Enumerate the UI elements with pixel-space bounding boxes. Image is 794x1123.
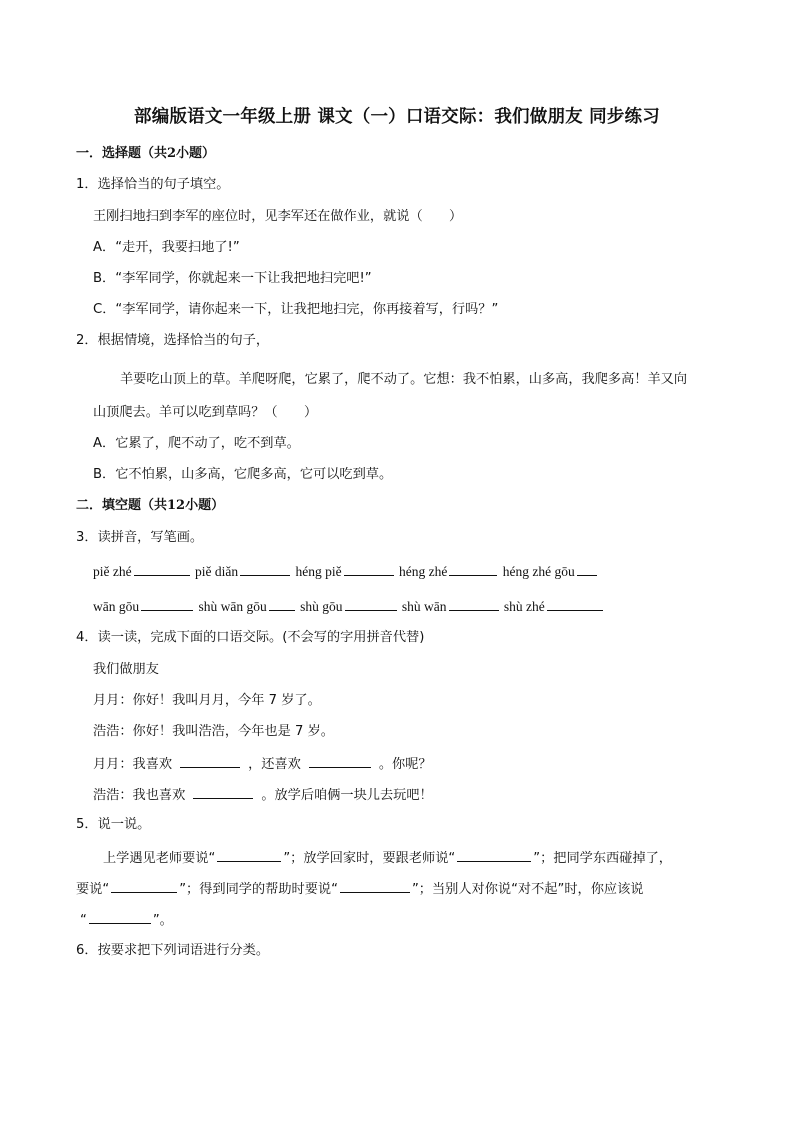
prompt-text: ”；当别人对你说“对不起”时，你应该说 (411, 882, 644, 897)
dialogue-line-3 (93, 753, 432, 775)
answer-blank[interactable] (309, 753, 371, 768)
pinyin-row-1 (93, 561, 599, 582)
question-2-stem: 2．根据情境，选择恰当的句子， (76, 333, 270, 348)
section-heading-choice: 一．选择题（共2小题） (76, 146, 216, 161)
pinyin-label: shù gōu (300, 599, 343, 614)
question-5-line-2 (76, 878, 643, 900)
answer-blank[interactable] (547, 596, 603, 611)
prompt-text: 要说“ (76, 882, 110, 897)
pinyin-label: héng piě (295, 564, 342, 579)
page-title: 部编版语文一年级上册 课文（一）口语交际：我们做朋友 同步练习 (134, 107, 660, 127)
answer-blank[interactable] (111, 878, 177, 893)
question-1-option-a: A．“走开，我要扫地了!” (93, 240, 240, 255)
dialogue-text: 。你呢？ (378, 757, 432, 772)
dialogue-line-1: 月月：你好！我叫月月，今年 7 岁了。 (93, 693, 321, 708)
answer-blank[interactable] (217, 847, 281, 862)
pinyin-label: piě zhé (93, 564, 132, 579)
question-4-heading: 我们做朋友 (93, 662, 159, 677)
prompt-text: ”；得到同学的帮助时要说“ (179, 882, 338, 897)
question-2-option-a: A．它累了，爬不动了，吃不到草。 (93, 436, 300, 451)
answer-blank[interactable] (577, 561, 597, 576)
pinyin-label: wān gōu (93, 599, 140, 614)
answer-blank[interactable] (457, 847, 531, 862)
pinyin-label: héng zhé (398, 564, 448, 579)
dialogue-text: ，还喜欢 (248, 757, 301, 772)
pinyin-label: shù zhé (503, 599, 545, 614)
question-2-option-b: B．它不怕累，山多高，它爬多高，它可以吃到草。 (93, 467, 393, 482)
dialogue-text: 月月：我喜欢 (93, 757, 173, 772)
pinyin-label: shù wān (401, 599, 447, 614)
question-2-passage-line1: 羊要吃山顶上的草。羊爬呀爬，它累了，爬不动了。它想：我不怕累，山多高，我爬多高！羊又向 (120, 372, 688, 387)
pinyin-label: piě diǎn (194, 564, 239, 579)
question-1-context: 王刚扫地扫到李军的座位时，见李军还在做作业，就说（ ） (93, 209, 463, 224)
answer-blank[interactable] (134, 561, 190, 576)
pinyin-label: shù wān gōu (198, 599, 267, 614)
answer-blank[interactable] (240, 561, 290, 576)
answer-blank[interactable] (449, 561, 497, 576)
answer-blank[interactable] (141, 596, 193, 611)
question-5-stem: 5．说一说。 (76, 817, 151, 832)
question-3-stem: 3．读拼音，写笔画。 (76, 530, 204, 545)
prompt-text: 上学遇见老师要说“ (103, 851, 216, 866)
answer-blank[interactable] (345, 596, 397, 611)
prompt-text: “ (80, 913, 87, 928)
answer-blank[interactable] (449, 596, 499, 611)
answer-blank[interactable] (180, 753, 240, 768)
dialogue-text: 浩浩：我也喜欢 (93, 788, 186, 803)
question-1-stem: 1．选择恰当的句子填空。 (76, 177, 230, 192)
answer-blank[interactable] (344, 561, 394, 576)
prompt-text: ”；放学回家时，要跟老师说“ (283, 851, 456, 866)
question-5-line-1 (103, 847, 672, 869)
question-6-stem: 6．按要求把下列词语进行分类。 (76, 943, 270, 958)
answer-blank[interactable] (193, 784, 253, 799)
dialogue-line-2: 浩浩：你好！我叫浩浩，今年也是 7 岁。 (93, 724, 334, 739)
question-1-option-c: C．“李军同学，请你起来一下，让我把地扫完，你再接着写，行吗？” (93, 302, 499, 317)
dialogue-text: 。放学后咱俩一块儿去玩吧！ (261, 788, 433, 803)
question-5-line-3 (80, 909, 173, 931)
section-heading-fill: 二．填空题（共12小题） (76, 498, 225, 513)
prompt-text: ”；把同学东西碰掉了， (533, 851, 672, 866)
answer-blank[interactable] (89, 909, 151, 924)
pinyin-label: héng zhé gōu (502, 564, 575, 579)
answer-blank[interactable] (269, 596, 295, 611)
question-2-passage-line2: 山顶爬去。羊可以吃到草吗？（ ） (93, 405, 318, 420)
answer-blank[interactable] (340, 878, 410, 893)
dialogue-line-4 (93, 784, 433, 806)
prompt-text: ”。 (152, 913, 173, 928)
pinyin-row-2 (93, 596, 605, 617)
question-4-stem: 4．读一读，完成下面的口语交际。(不会写的字用拼音代替) (76, 630, 425, 645)
question-1-option-b: B．“李军同学，你就起来一下让我把地扫完吧!” (93, 271, 372, 286)
